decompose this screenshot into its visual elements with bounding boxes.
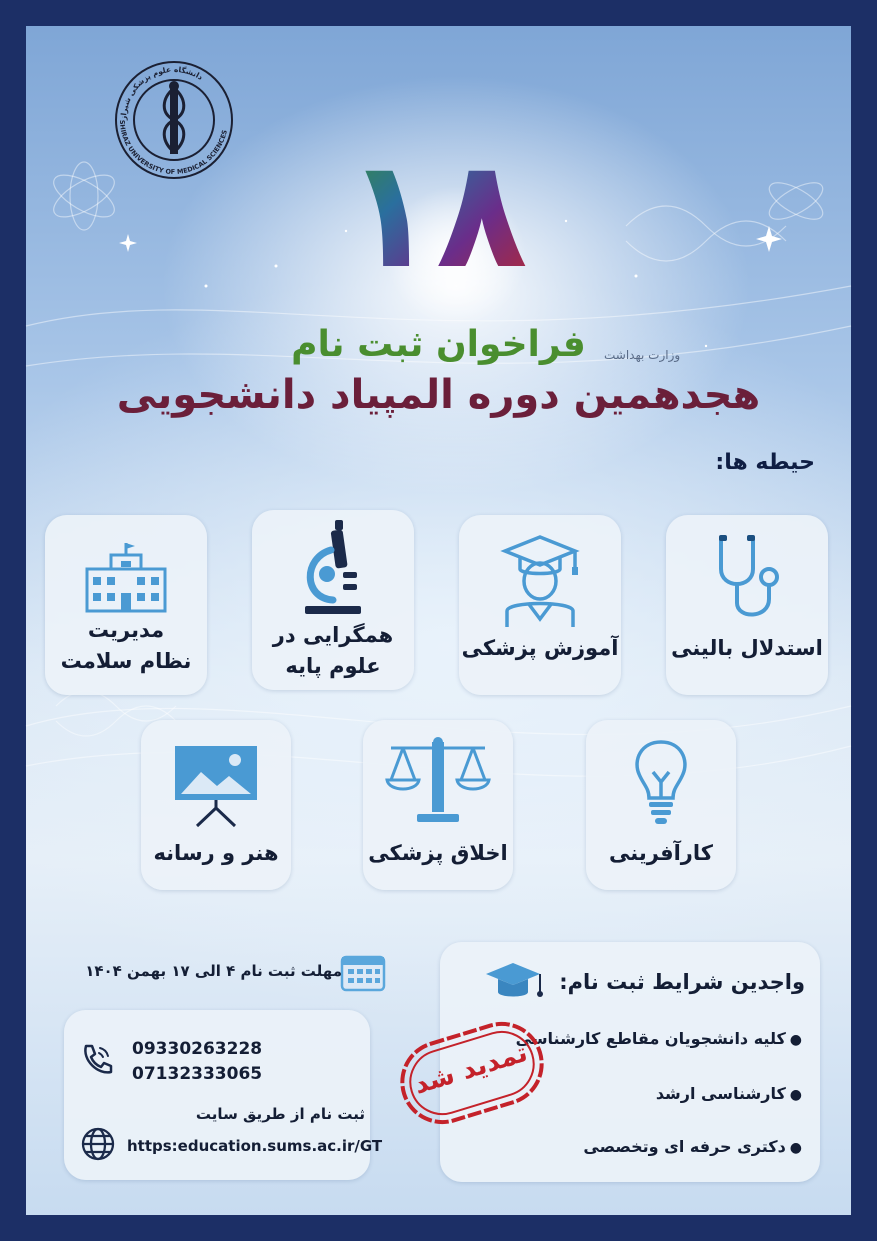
logo-fa-text: دانشگاه علوم پزشکی شیراز: [118, 64, 205, 121]
phone-number-2[interactable]: 07132333065: [132, 1064, 263, 1084]
field-card-art-media: [141, 720, 291, 890]
registration-deadline: مهلت ثبت نام ۴ الی ۱۷ بهمن ۱۴۰۴: [85, 962, 342, 980]
scales-icon: [383, 738, 493, 828]
field-label: هنر و رسانه: [153, 841, 279, 865]
registration-url-link[interactable]: https:education.sums.ac.ir/GT: [127, 1137, 383, 1155]
field-card-medical-education: [459, 515, 621, 695]
field-card-clinical-reasoning: [666, 515, 828, 695]
field-label-line1: همگرایی در: [272, 623, 394, 647]
presentation-board-icon: [171, 742, 261, 828]
field-label: استدلال بالینی: [671, 636, 823, 660]
field-label: آموزش پزشکی: [461, 636, 619, 660]
registration-call-title: فراخوان ثبت نام: [291, 324, 586, 365]
field-card-health-management: [45, 515, 207, 695]
edition-number: ۱۸: [344, 128, 528, 302]
event-title: هجدهمین دوره المپیاد دانشجویی: [116, 372, 761, 418]
ministry-label: وزارت بهداشت: [604, 348, 681, 362]
field-label-line2: علوم پایه: [285, 654, 381, 678]
big-number: [344, 128, 528, 302]
stamp-text: تمدید شد: [410, 1037, 531, 1101]
svg-text:دانشگاه علوم پزشکی شیراز: [119, 65, 205, 121]
field-label-line1: مدیریت: [87, 618, 165, 642]
requirement-item: ● کارشناسی ارشد: [656, 1084, 802, 1103]
fields-heading: حیطه ها:: [715, 450, 815, 475]
field-card-medical-ethics: [363, 720, 513, 890]
field-label-line2: نظام سلامت: [60, 649, 192, 673]
requirement-item: ● دکتری حرفه ای وتخصصی: [583, 1137, 802, 1156]
phone-number-1[interactable]: 09330263228: [132, 1039, 263, 1059]
requirements-title: واجدین شرایط ثبت نام:: [559, 970, 805, 994]
field-card-basic-sciences: [252, 510, 414, 690]
university-logo: [112, 58, 236, 182]
requirement-item: ● کلیه دانشجویان مقاطع کارشناسی: [516, 1029, 802, 1048]
field-label: کارآفرینی: [609, 841, 713, 865]
graduation-cap-icon: [482, 960, 544, 1004]
phone-icon: [78, 1042, 114, 1078]
site-registration-label: ثبت نام از طریق سایت: [195, 1105, 365, 1123]
building-icon: [83, 541, 169, 613]
lightbulb-icon: [631, 738, 691, 828]
field-label: اخلاق پزشکی: [368, 841, 508, 865]
field-card-entrepreneurship: [586, 720, 736, 890]
graduate-icon: [495, 529, 585, 629]
logo-en-text: SHIRAZ UNIVERSITY OF MEDICAL SCIENCES: [117, 119, 229, 177]
calendar-icon: [340, 952, 386, 992]
microscope-icon: [293, 518, 373, 618]
globe-icon: [80, 1126, 116, 1162]
poster: [26, 26, 851, 1215]
stethoscope-icon: [707, 533, 787, 625]
